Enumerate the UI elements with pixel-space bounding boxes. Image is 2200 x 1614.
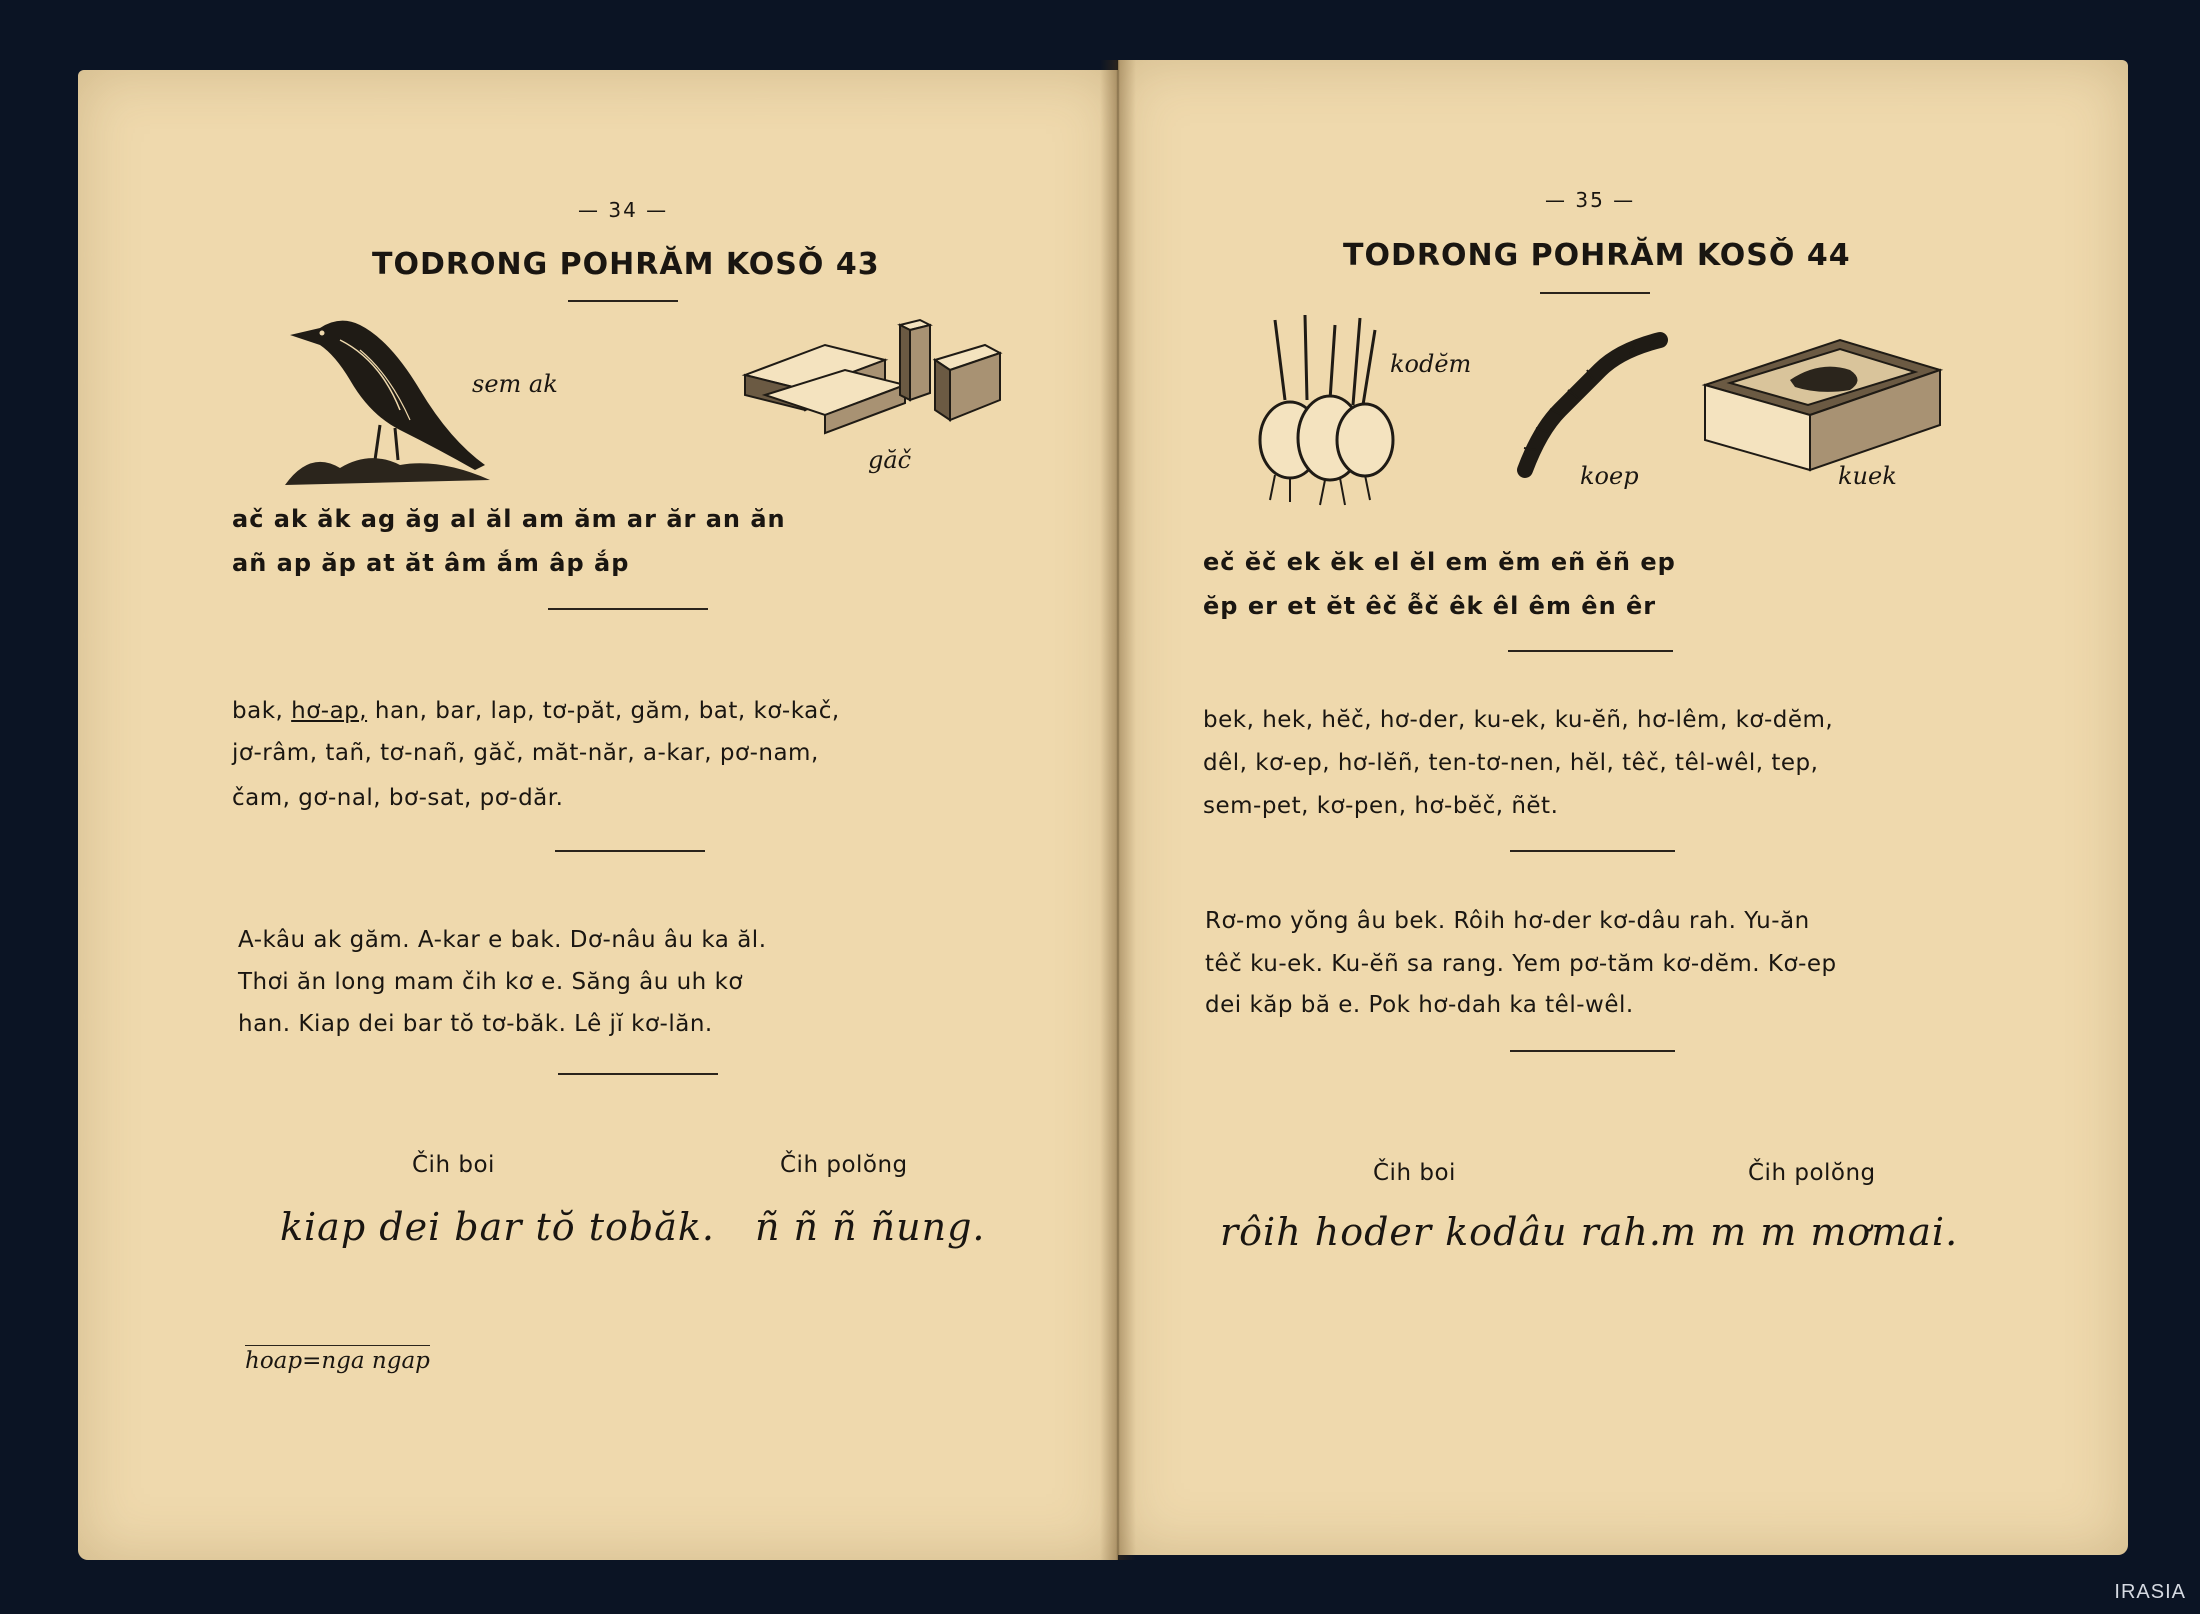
- right-title-rule: [1540, 292, 1650, 294]
- left-rule-2: [555, 850, 705, 852]
- left-page-number: — 34 —: [578, 198, 669, 222]
- left-sounds-line-2: añ ap ăp at ăt âm ắm âp ắp: [232, 549, 630, 577]
- left-words-line-3: čam, gơ-nal, bơ-sat, pơ-dăr.: [232, 785, 564, 811]
- wood-blocks-illustration: [735, 315, 1010, 435]
- left-words-line-1: [232, 698, 840, 724]
- right-page-number: — 35 —: [1545, 188, 1636, 212]
- left-words-line-2: jơ-râm, tañ, tơ-nañ, găč, măt-năr, a-kar, pơ-nam,: [232, 740, 819, 766]
- left-cursive-sample-1: kiap dei bar tŏ tobăk.: [280, 1205, 715, 1249]
- garlic-illustration: [1245, 310, 1405, 510]
- right-label-cih-polong: Čih polŏng: [1748, 1160, 1876, 1186]
- left-sentence-line-3: han. Kiap dei bar tŏ tơ-băk. Lê jĭ kơ-lăn.: [238, 1011, 713, 1037]
- right-cursive-sample-1: rôih hoder kodâu rah.: [1220, 1210, 1662, 1254]
- left-cursive-sample-2: ñ ñ ñ ñung.: [755, 1205, 986, 1249]
- right-sentence-line-2: têč ku-ek. Ku-ĕñ sa rang. Yem pơ-tăm kơ-dĕm. Kơ-ep: [1205, 951, 1837, 977]
- word-bak: bak,: [232, 698, 292, 724]
- left-sounds-line-1: ač ak ăk ag ăg al ăl am ăm ar ăr an ăn: [232, 505, 786, 533]
- matchbox-illustration: [1700, 335, 1945, 475]
- garlic-caption: kodĕm: [1390, 350, 1472, 378]
- matchbox-caption: kuek: [1838, 462, 1897, 490]
- right-lesson-title: TODRONG POHRĂM KOSǑ 44: [1343, 238, 1851, 273]
- right-rule-1: [1508, 650, 1673, 652]
- right-words-line-2: dêl, kơ-ep, hơ-lĕñ, ten-tơ-nen, hĕl, têč, têl-wêl, tep,: [1203, 750, 1819, 776]
- centipede-caption: koep: [1580, 462, 1639, 490]
- right-rule-3: [1510, 1050, 1675, 1052]
- right-sounds-line-2: ĕp er et ĕt êč ễč êk êl êm ên êr: [1203, 592, 1657, 620]
- left-label-cih-boi: Čih boi: [412, 1152, 495, 1178]
- right-words-line-3: sem-pet, kơ-pen, hơ-bĕč, ñĕt.: [1203, 793, 1559, 819]
- word-hoap-underlined: hơ-ap,: [291, 698, 368, 724]
- left-footnote: hoap=nga ngap: [245, 1348, 430, 1374]
- right-sentence-line-3: dei kăp bă e. Pok hơ-dah ka têl-wêl.: [1205, 992, 1634, 1018]
- right-words-line-1: bek, hek, hĕč, hơ-der, ku-ek, ku-ĕñ, hơ-lêm, kơ-dĕm,: [1203, 707, 1834, 733]
- left-sentence-line-1: A-kâu ak găm. A-kar e bak. Dơ-nâu âu ka ăl.: [238, 927, 767, 953]
- right-rule-2: [1510, 850, 1675, 852]
- right-sounds-line-1: eč ĕč ek ĕk el ĕl em ĕm eñ ĕñ ep: [1203, 548, 1676, 576]
- right-cursive-sample-2: m m m mơmai.: [1660, 1210, 1959, 1254]
- footnote-rule: [245, 1345, 430, 1346]
- left-sentence-line-2: Thơi ăn long mam čih kơ e. Săng âu uh kơ: [238, 969, 743, 995]
- right-sentence-line-1: Rơ-mo yŏng âu bek. Rôih hơ-der kơ-dâu rah. Yu-ăn: [1205, 908, 1810, 934]
- left-lesson-title: TODRONG POHRĂM KOSǑ 43: [372, 247, 880, 282]
- left-rule-3: [558, 1073, 718, 1075]
- watermark-label: IRASIA: [2114, 1581, 2186, 1603]
- left-title-rule: [568, 300, 678, 302]
- left-label-cih-polong: Čih polŏng: [780, 1152, 908, 1178]
- book-gutter: [1100, 60, 1136, 1560]
- right-label-cih-boi: Čih boi: [1373, 1160, 1456, 1186]
- left-page: [78, 70, 1118, 1560]
- wood-blocks-caption: găč: [868, 446, 912, 474]
- words-rest: han, bar, lap, tơ-păt, găm, bat, kơ-kač,: [367, 698, 840, 724]
- crow-caption: sem ak: [472, 370, 558, 398]
- left-rule-1: [548, 608, 708, 610]
